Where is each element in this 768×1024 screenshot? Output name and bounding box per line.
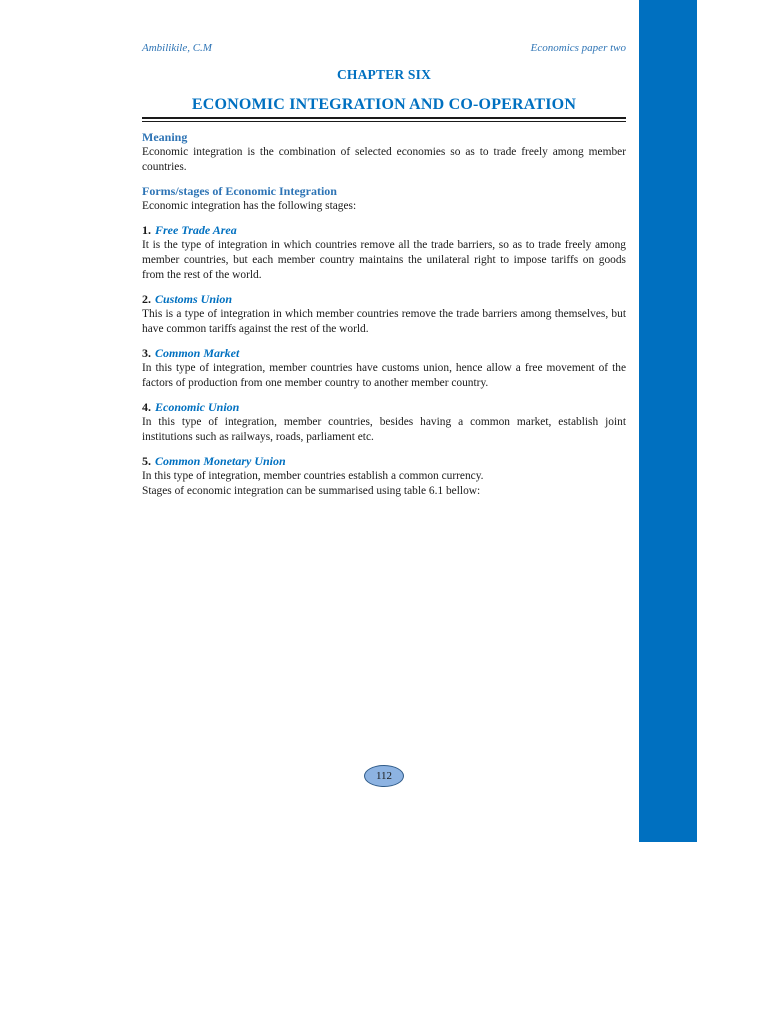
side-color-bar (639, 0, 697, 842)
chapter-content (142, 130, 626, 499)
stage-title: Common Monetary Union (155, 454, 286, 468)
chapter-label: CHAPTER SIX (336, 67, 432, 82)
stage-number: 2. (142, 292, 151, 306)
stage-item (142, 223, 626, 283)
stage-number: 1. (142, 223, 151, 237)
title-rule (142, 117, 626, 119)
stage-title: Common Market (155, 346, 240, 360)
stage-description: In this type of integration, member countries establish a common currency. (142, 470, 484, 482)
stage-item (142, 400, 626, 445)
stage-description: In this type of integration, member countries have customs union, hence allow a free movement of the factors of production from one member country to another member country. (142, 362, 626, 389)
stage-number: 3. (142, 346, 151, 360)
header-paper: Economics paper two (530, 42, 626, 54)
stage-title: Economic Union (155, 400, 240, 414)
stage-item (142, 292, 626, 337)
stage-description: It is the type of integration in which countries remove all the trade barriers, so as to trade freely among member countries, but each member country maintains the unilateral right to impose tariffs on goods from the rest of the world. (142, 239, 626, 281)
stage-heading (142, 223, 626, 238)
header-author: Ambilikile, C.M (142, 42, 212, 54)
paragraph-meaning: Economic integration is the combination of selected economies so as to trade freely among member countries. (142, 146, 626, 173)
stage-title: Customs Union (155, 292, 233, 306)
stage-title: Free Trade Area (155, 223, 237, 237)
section-heading-forms: Forms/stages of Economic Integration (142, 184, 337, 198)
stage-heading (142, 346, 626, 361)
stage-number: 4. (142, 400, 151, 414)
page-number-badge: 112 (364, 765, 404, 787)
paragraph-closing: Stages of economic integration can be summarised using table 6.1 bellow: (142, 485, 481, 497)
stage-item (142, 346, 626, 391)
stage-heading (142, 292, 626, 307)
stage-number: 5. (142, 454, 151, 468)
stage-description: This is a type of integration in which member countries remove the trade barriers among themselves, but have common tariffs against the rest of the world. (142, 308, 626, 335)
section-heading-meaning: Meaning (142, 130, 188, 144)
stage-description: In this type of integration, member countries, besides having a common market, establish joint institutions such as railways, roads, parliament etc. (142, 416, 626, 443)
title-rule-thin (142, 121, 626, 122)
stage-heading (142, 400, 626, 415)
paragraph-forms-intro: Economic integration has the following stages: (142, 200, 357, 212)
stage-heading (142, 454, 626, 469)
stage-item (142, 454, 626, 484)
chapter-title: ECONOMIC INTEGRATION AND CO-OPERATION (191, 96, 577, 113)
